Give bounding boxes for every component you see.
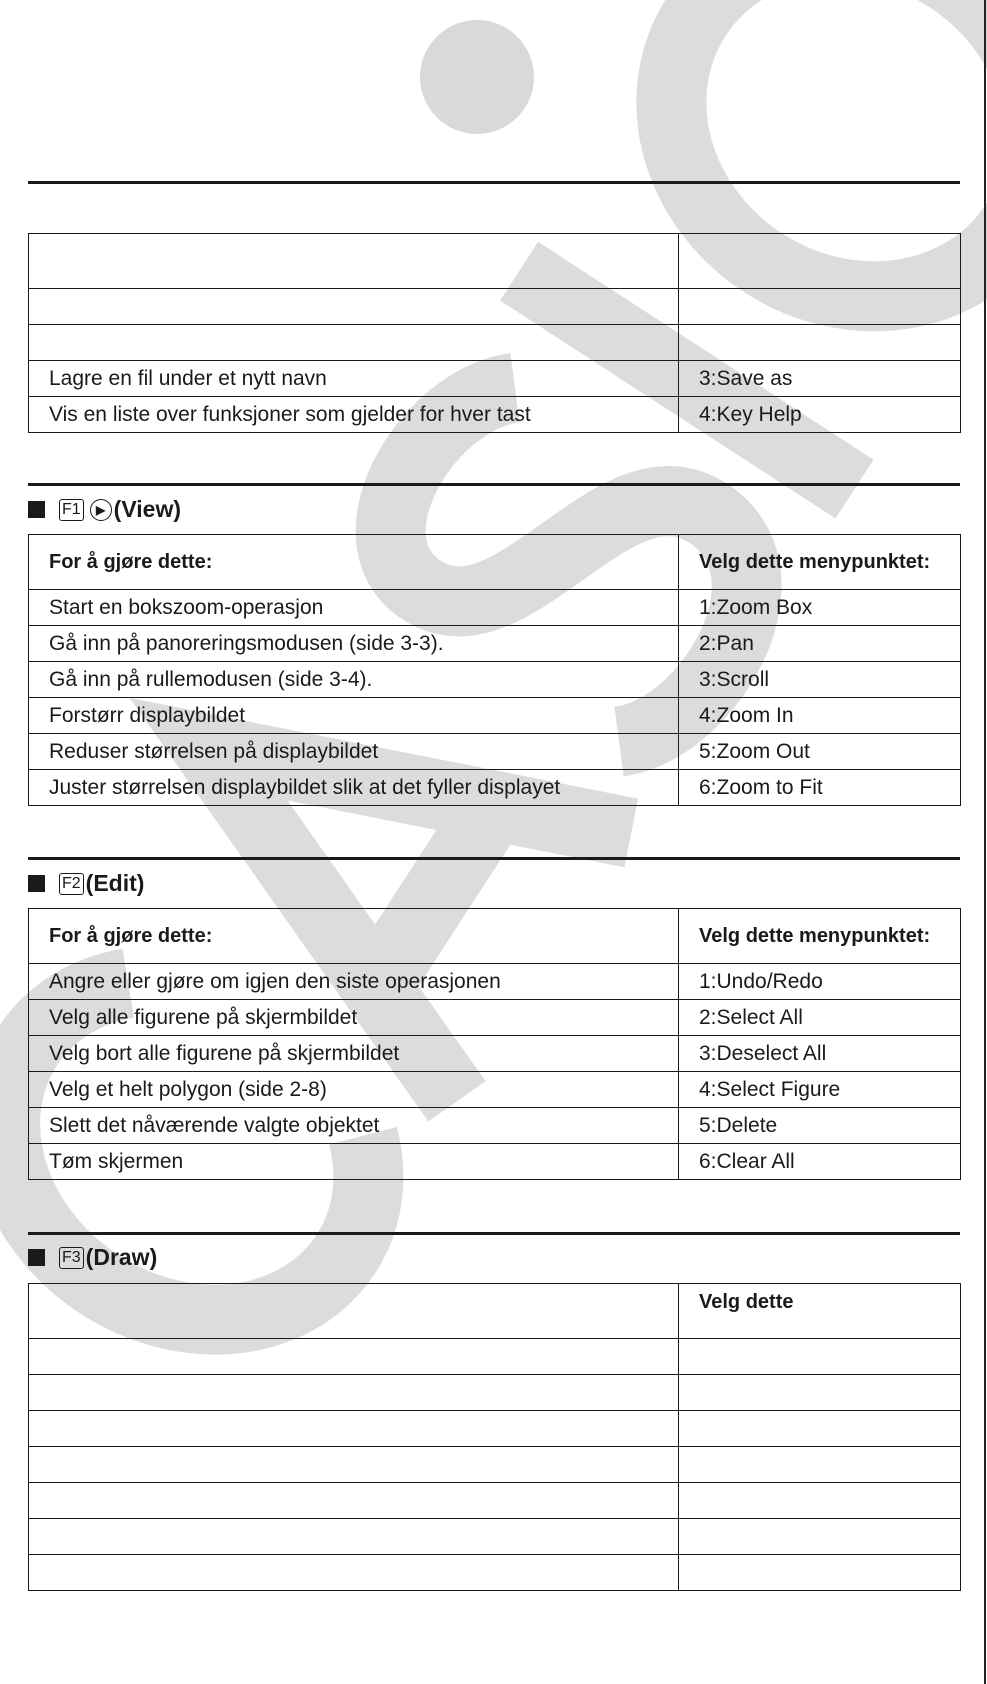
action-cell: Velg bort alle figurene på skjermbildet bbox=[29, 1036, 679, 1072]
edit-divider bbox=[28, 857, 960, 860]
action-cell: Reduser størrelsen på displaybildet bbox=[29, 734, 679, 770]
view-divider bbox=[28, 483, 960, 486]
action-cell: Forstørr displaybildet bbox=[29, 698, 679, 734]
menu-item-cell: 3:Deselect All bbox=[679, 1036, 961, 1072]
menu-item-cell bbox=[679, 1519, 961, 1555]
table-row bbox=[29, 325, 961, 361]
table-row bbox=[29, 626, 961, 662]
action-cell: Angre eller gjøre om igjen den siste operasjonen bbox=[29, 964, 679, 1000]
page-edge-line bbox=[984, 0, 986, 1684]
action-cell bbox=[29, 1375, 679, 1411]
table-header-row bbox=[29, 535, 961, 590]
table-header-row bbox=[29, 909, 961, 964]
edit-menu-table bbox=[28, 908, 961, 1180]
f1-key-icon: F1 bbox=[59, 499, 84, 521]
f2-key-icon: F2 bbox=[59, 873, 84, 895]
draw-menu-table bbox=[28, 1283, 961, 1591]
action-cell: Velg alle figurene på skjermbildet bbox=[29, 1000, 679, 1036]
menu-item-cell: 4:Select Figure bbox=[679, 1072, 961, 1108]
table-header-row bbox=[29, 1284, 961, 1339]
table-row bbox=[29, 397, 961, 433]
header-action: For å gjøre dette: bbox=[29, 909, 679, 964]
table-row bbox=[29, 770, 961, 806]
action-cell bbox=[29, 1339, 679, 1375]
header-action bbox=[29, 234, 679, 289]
menu-item-cell: 2:Select All bbox=[679, 1000, 961, 1036]
menu-item-cell bbox=[679, 289, 961, 325]
table-row bbox=[29, 1144, 961, 1180]
edit-section-heading bbox=[28, 870, 144, 897]
table-row bbox=[29, 1519, 961, 1555]
bullet-square-icon bbox=[28, 1249, 45, 1266]
menu-item-cell: 1:Undo/Redo bbox=[679, 964, 961, 1000]
bullet-square-icon bbox=[28, 875, 45, 892]
f3-key-icon: F3 bbox=[59, 1247, 84, 1269]
edit-label: (Edit) bbox=[85, 870, 145, 896]
view-section-heading bbox=[28, 496, 181, 523]
table-row bbox=[29, 1108, 961, 1144]
action-cell bbox=[29, 289, 679, 325]
menu-item-cell: 6:Clear All bbox=[679, 1144, 961, 1180]
menu-item-cell bbox=[679, 1483, 961, 1519]
top-divider bbox=[28, 181, 960, 184]
header-action: For å gjøre dette: bbox=[29, 535, 679, 590]
table-row bbox=[29, 662, 961, 698]
right-arrow-circle-icon: ▶ bbox=[90, 499, 112, 521]
view-menu-table bbox=[28, 534, 961, 806]
action-cell bbox=[29, 1411, 679, 1447]
bullet-square-icon bbox=[28, 501, 45, 518]
table-row bbox=[29, 1000, 961, 1036]
menu-item-cell bbox=[679, 1339, 961, 1375]
table-row bbox=[29, 361, 961, 397]
action-cell bbox=[29, 1447, 679, 1483]
menu-item-cell bbox=[679, 1555, 961, 1591]
file-menu-table bbox=[28, 233, 961, 433]
action-cell bbox=[29, 1519, 679, 1555]
action-cell bbox=[29, 325, 679, 361]
menu-item-cell bbox=[679, 1447, 961, 1483]
menu-item-cell bbox=[679, 1375, 961, 1411]
menu-item-cell bbox=[679, 325, 961, 361]
action-cell bbox=[29, 1555, 679, 1591]
header-menu-item: Velg dette bbox=[679, 1284, 961, 1339]
header-menu-item: Velg dette menypunktet: bbox=[679, 535, 961, 590]
menu-item-cell: 4:Key Help bbox=[679, 397, 961, 433]
table-row bbox=[29, 1072, 961, 1108]
header-menu-item bbox=[679, 234, 961, 289]
table-row bbox=[29, 1339, 961, 1375]
header-action bbox=[29, 1284, 679, 1339]
draw-divider bbox=[28, 1232, 960, 1235]
table-row bbox=[29, 698, 961, 734]
page-tab-circle bbox=[420, 20, 534, 134]
draw-section-heading bbox=[28, 1244, 157, 1271]
action-cell: Start en bokszoom-operasjon bbox=[29, 590, 679, 626]
table-header-row bbox=[29, 234, 961, 289]
action-cell: Lagre en fil under et nytt navn bbox=[29, 361, 679, 397]
menu-item-cell: 1:Zoom Box bbox=[679, 590, 961, 626]
table-row bbox=[29, 590, 961, 626]
view-label: (View) bbox=[113, 496, 181, 522]
draw-label: (Draw) bbox=[85, 1244, 158, 1270]
table-row bbox=[29, 734, 961, 770]
action-cell: Slett det nåværende valgte objektet bbox=[29, 1108, 679, 1144]
action-cell: Vis en liste over funksjoner som gjelder for hver tast bbox=[29, 397, 679, 433]
menu-item-cell: 3:Scroll bbox=[679, 662, 961, 698]
table-row bbox=[29, 1411, 961, 1447]
menu-item-cell: 3:Save as bbox=[679, 361, 961, 397]
action-cell: Tøm skjermen bbox=[29, 1144, 679, 1180]
menu-item-cell bbox=[679, 1411, 961, 1447]
action-cell: Juster størrelsen displaybildet slik at det fyller displayet bbox=[29, 770, 679, 806]
menu-item-cell: 5:Delete bbox=[679, 1108, 961, 1144]
action-cell: Velg et helt polygon (side 2-8) bbox=[29, 1072, 679, 1108]
action-cell bbox=[29, 1483, 679, 1519]
action-cell: Gå inn på rullemodusen (side 3-4). bbox=[29, 662, 679, 698]
table-row bbox=[29, 964, 961, 1000]
table-row bbox=[29, 1483, 961, 1519]
menu-item-cell: 2:Pan bbox=[679, 626, 961, 662]
menu-item-cell: 6:Zoom to Fit bbox=[679, 770, 961, 806]
table-row bbox=[29, 1447, 961, 1483]
menu-item-cell: 5:Zoom Out bbox=[679, 734, 961, 770]
header-menu-item: Velg dette menypunktet: bbox=[679, 909, 961, 964]
table-row bbox=[29, 1555, 961, 1591]
table-row bbox=[29, 1036, 961, 1072]
action-cell: Gå inn på panoreringsmodusen (side 3-3). bbox=[29, 626, 679, 662]
table-row bbox=[29, 1375, 961, 1411]
table-row bbox=[29, 289, 961, 325]
menu-item-cell: 4:Zoom In bbox=[679, 698, 961, 734]
